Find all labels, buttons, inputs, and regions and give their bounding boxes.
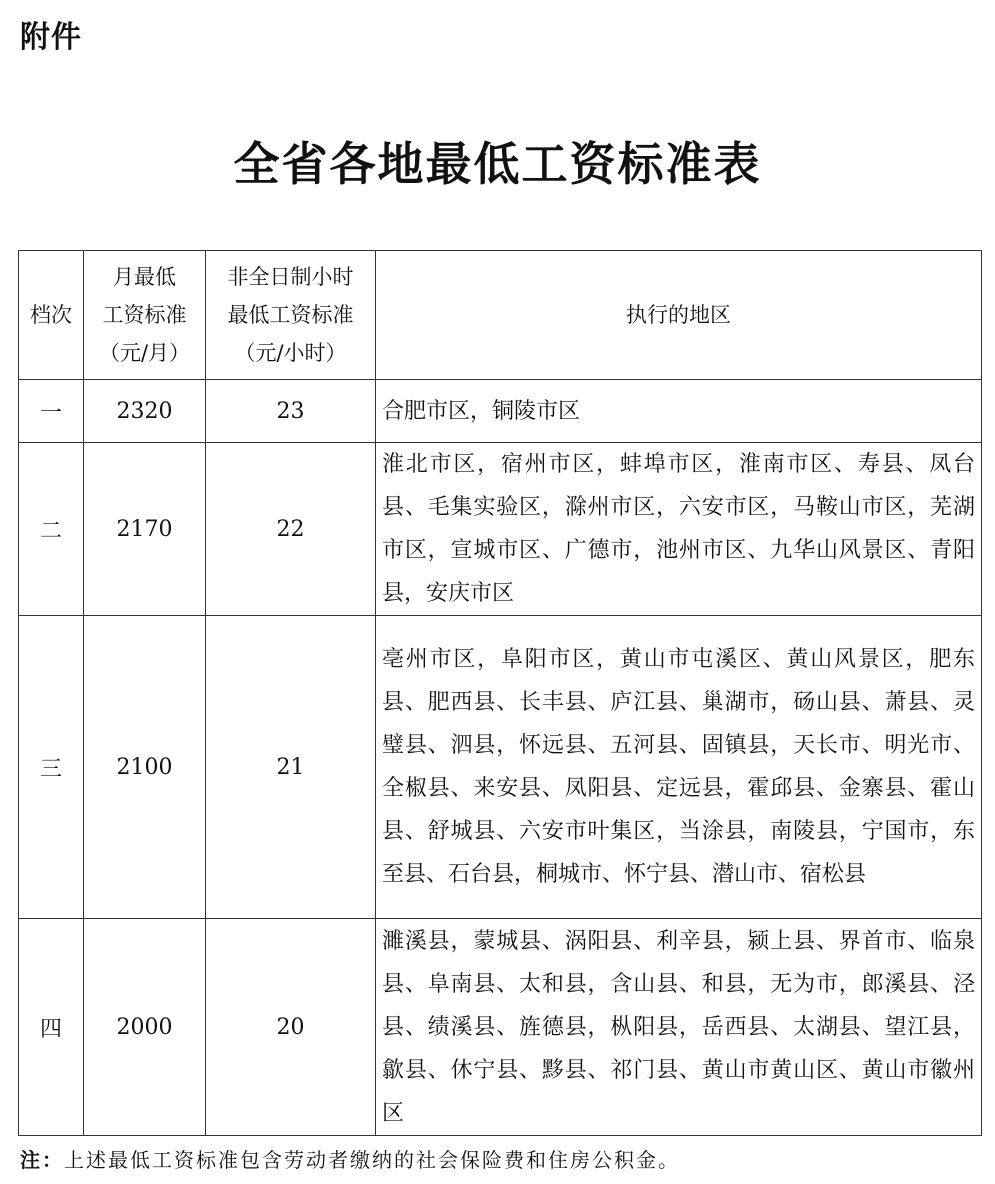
tier-cell: 一 (19, 380, 84, 443)
table-header-row (19, 251, 982, 380)
tier-cell: 三 (19, 616, 84, 919)
header-areas: 执行的地区 (376, 251, 982, 380)
footnote-lead: 注： (20, 1148, 64, 1172)
footnote (20, 1144, 680, 1173)
areas-cell: 淮北市区，宿州市区，蚌埠市区，淮南市区、寿县、凤台县、毛集实验区，滁州市区，六安市区，马鞍山市区，芜湖市区，宣城市区、广德市，池州市区、九华山风景区、青阳县，安庆市区 (376, 443, 982, 616)
areas-cell: 亳州市区，阜阳市区，黄山市屯溪区、黄山风景区，肥东县、肥西县、长丰县、庐江县、巢湖市，砀山县、萧县、灵璧县、泗县，怀远县、五河县、固镇县，天长市、明光市、全椒县、来安县、凤阳县、定远县，霍邱县、金寨县、霍山县、舒城县、六安市叶集区，当涂县，南陵县，宁国市，东至县、石台县，桐城市、怀宁县、潜山市、宿松县 (376, 616, 982, 919)
hourly-wage-cell: 20 (206, 919, 376, 1136)
table-row (19, 616, 982, 919)
monthly-wage-cell: 2320 (84, 380, 206, 443)
attachment-label: 附件 (20, 20, 82, 55)
monthly-wage-cell: 2100 (84, 616, 206, 919)
header-tier: 档次 (19, 251, 84, 380)
footnote-text: 上述最低工资标准包含劳动者缴纳的社会保险费和住房公积金。 (64, 1148, 680, 1172)
areas-cell: 合肥市区，铜陵市区 (376, 380, 982, 443)
hourly-wage-cell: 21 (206, 616, 376, 919)
monthly-wage-cell: 2170 (84, 443, 206, 616)
header-monthly: 月最低 工资标准 （元/月） (84, 251, 206, 380)
monthly-wage-cell: 2000 (84, 919, 206, 1136)
header-hourly: 非全日制小时 最低工资标准 （元/小时） (206, 251, 376, 380)
tier-cell: 二 (19, 443, 84, 616)
table-row (19, 919, 982, 1136)
hourly-wage-cell: 23 (206, 380, 376, 443)
tier-cell: 四 (19, 919, 84, 1136)
page-title: 全省各地最低工资标准表 (233, 137, 762, 191)
areas-cell: 濉溪县，蒙城县、涡阳县、利辛县，颍上县、界首市、临泉县、阜南县、太和县，含山县、和县，无为市，郎溪县、泾县、绩溪县、旌德县，枞阳县，岳西县、太湖县、望江县，歙县、休宁县、黟县、祁门县、黄山市黄山区、黄山市徽州区 (376, 919, 982, 1136)
table-row (19, 443, 982, 616)
hourly-wage-cell: 22 (206, 443, 376, 616)
table-row (19, 380, 982, 443)
wage-table (18, 250, 982, 1136)
